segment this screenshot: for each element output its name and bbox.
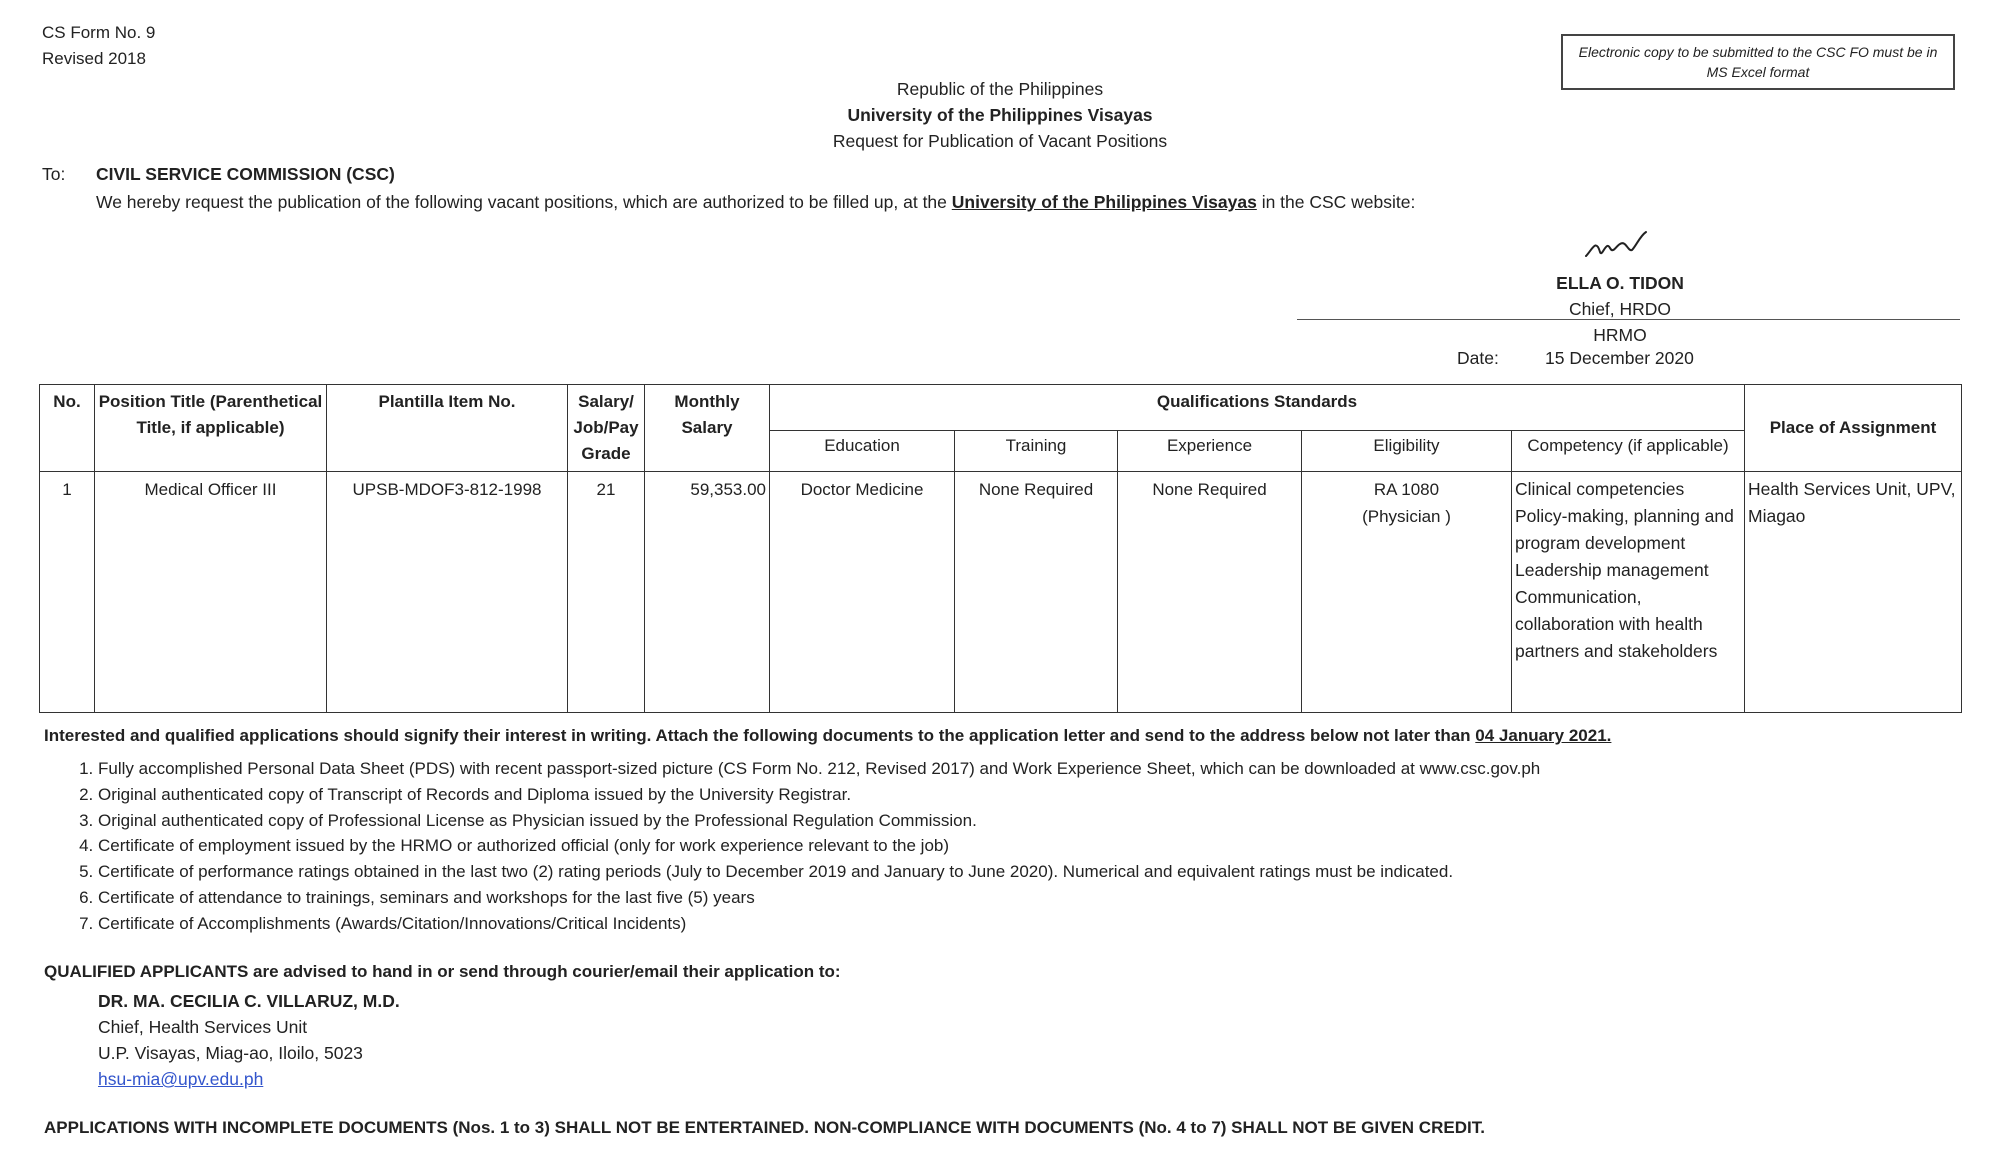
document-header: [0, 76, 2000, 154]
contact-location: U.P. Visayas, Miag-ao, Iloilo, 5023: [98, 1043, 363, 1063]
contact-name: DR. MA. CECILIA C. VILLARUZ, M.D.: [98, 991, 400, 1011]
list-item: 4. Certificate of employment issued by the HRMO or authorized official (only for work experience relevant to the job): [98, 833, 1898, 859]
header-eligibility: Eligibility: [1302, 431, 1512, 472]
signature-divider: [1297, 319, 1960, 320]
excel-format-notice: Electronic copy to be submitted to the CSC FO must be in MS Excel format: [1561, 34, 1955, 90]
header-no: No.: [40, 385, 95, 472]
cell-plantilla: UPSB-MDOF3-812-1998: [327, 472, 568, 713]
cell-education: Doctor Medicine: [770, 472, 955, 713]
document-title: Request for Publication of Vacant Positions: [832, 131, 1168, 151]
header-monthly-salary: Monthly Salary: [645, 385, 770, 472]
header-experience: Experience: [1118, 431, 1302, 472]
cell-no: 1: [40, 472, 95, 713]
contact-address: [98, 988, 400, 1092]
table-row: [40, 472, 1962, 713]
header-grade: Salary/ Job/Pay Grade: [568, 385, 645, 472]
signatory-title: Chief, HRDO: [1568, 299, 1672, 319]
list-item: 6. Certificate of attendance to trainings, seminars and workshops for the last five (5) years: [98, 885, 1898, 911]
date-value: 15 December 2020: [1545, 348, 1694, 368]
form-identifier: [42, 20, 155, 72]
header-competency: Competency (if applicable): [1512, 431, 1745, 472]
form-revision: Revised 2018: [42, 49, 146, 68]
signatory-office: HRMO: [1593, 325, 1647, 345]
recipient-name: CIVIL SERVICE COMMISSION (CSC): [96, 164, 395, 184]
header-training: Training: [955, 431, 1118, 472]
list-item: 2. Original authenticated copy of Transcript of Records and Diploma issued by the University Registrar.: [98, 782, 1898, 808]
cell-training: None Required: [955, 472, 1118, 713]
republic-line: Republic of the Philippines: [896, 79, 1104, 99]
signature-mark: [1580, 226, 1660, 266]
contact-email-link[interactable]: hsu-mia@upv.edu.ph: [98, 1069, 264, 1089]
vacant-positions-table: [39, 384, 1962, 713]
cell-eligibility: RA 1080 (Physician ): [1302, 472, 1512, 713]
cell-salary: 59,353.00: [645, 472, 770, 713]
list-item: 7. Certificate of Accomplishments (Awards/Citation/Innovations/Critical Incidents): [98, 911, 1898, 937]
signatory-block: [1500, 270, 1740, 348]
final-notice: APPLICATIONS WITH INCOMPLETE DOCUMENTS (Nos. 1 to 3) SHALL NOT BE ENTERTAINED. NON-COMPLIANCE WITH DOCUMENTS (No. 4 to 7) SHALL NOT BE GIVEN CREDIT.: [44, 1118, 1485, 1137]
to-label: To:: [42, 164, 66, 184]
request-statement: We hereby request the publication of the following vacant positions, which are authorized to be filled up, at the University of the Philippines Visayas in the CSC website:: [96, 192, 1416, 212]
contact-title: Chief, Health Services Unit: [98, 1017, 308, 1037]
required-documents-list: [44, 756, 1898, 937]
cell-grade: 21: [568, 472, 645, 713]
signatory-name: ELLA O. TIDON: [1556, 273, 1684, 293]
qualified-applicants-notice: QUALIFIED APPLICANTS are advised to hand in or send through courier/email their application to:: [44, 962, 841, 981]
cell-place: Health Services Unit, UPV, Miagao: [1745, 472, 1962, 713]
cell-experience: None Required: [1118, 472, 1302, 713]
university-name: University of the Philippines Visayas: [847, 105, 1153, 125]
date-label: Date:: [1457, 348, 1499, 368]
list-item: 5. Certificate of performance ratings obtained in the last two (2) rating periods (July to December 2019 and January to June 2020). Numerical and equivalent ratings must be indicated.: [98, 859, 1898, 885]
header-position-title: Position Title (Parenthetical Title, if applicable): [95, 385, 327, 472]
form-number: CS Form No. 9: [42, 23, 156, 42]
header-place: Place of Assignment: [1745, 385, 1962, 472]
interest-statement: Interested and qualified applications should signify their interest in writing. Attach the following documents to the application letter and send to the address below not later than 04 January 2021.: [44, 726, 1612, 745]
request-university: University of the Philippines Visayas: [951, 192, 1257, 212]
application-deadline: 04 January 2021.: [1475, 726, 1612, 745]
list-item: 3. Original authenticated copy of Professional License as Physician issued by the Professional Regulation Commission.: [98, 808, 1898, 834]
list-item: 1. Fully accomplished Personal Data Sheet (PDS) with recent passport-sized picture (CS Form No. 212, Revised 2017) and Work Experience Sheet, which can be downloaded at www.csc.gov.ph: [98, 756, 1898, 782]
header-plantilla: Plantilla Item No.: [327, 385, 568, 472]
cell-competency: Clinical competencies Policy-making, planning and program development Leadership management Communication, collaboration with health partners and stakeholders: [1512, 472, 1745, 713]
cell-position: Medical Officer III: [95, 472, 327, 713]
header-education: Education: [770, 431, 955, 472]
header-qualifications: Qualifications Standards: [770, 385, 1745, 431]
